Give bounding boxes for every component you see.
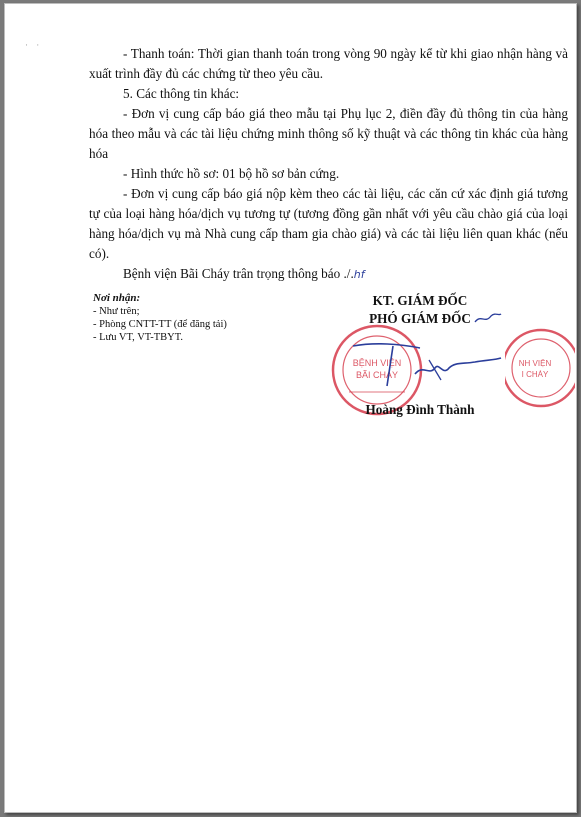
recipient-item: - Lưu VT, VT-TBYT. <box>93 332 183 343</box>
document-body <box>89 44 568 285</box>
signature-title: KT. GIÁM ĐỐC <box>372 293 468 308</box>
signature-subtitle: PHÓ GIÁM ĐỐC <box>369 311 471 326</box>
scan-marks: · · <box>25 40 43 50</box>
recipients-block <box>93 292 293 344</box>
closing-text: Bệnh viện Bãi Cháy trân trọng thông báo ./. <box>123 266 354 281</box>
title-initial-mark <box>473 310 503 326</box>
svg-text:NH VIỆN: NH VIỆN <box>518 359 552 368</box>
initials-mark: hf <box>353 268 365 281</box>
handwritten-signature <box>345 334 505 394</box>
document-page <box>4 3 577 813</box>
attachments-paragraph: - Đơn vị cung cấp báo giá nộp kèm theo các tài liệu, các căn cứ xác định giá tương tự của loại hàng hóa/dịch vụ tương tự (tương đồng gần nhất với yêu cầu chào giá của loại hàng hóa/dịch vụ mà Nhà cung cấp tham gia chào giá) và các tài liệu liên quan khác (nếu có). <box>89 186 568 261</box>
svg-text:BÃI CHÁY: BÃI CHÁY <box>355 370 399 380</box>
dossier-form-paragraph: - Hình thức hồ sơ: 01 bộ hồ sơ bản cứng. <box>123 166 340 181</box>
quote-form-paragraph: - Đơn vị cung cấp báo giá theo mẫu tại Phụ lục 2, điền đầy đủ thông tin của hàng hóa theo mẫu và các tài liệu chứng minh thông số kỹ thuật và các thông tin khác của hàng hóa <box>89 106 568 161</box>
svg-text:BỆNH VIỆN: BỆNH VIỆN <box>352 358 402 368</box>
hospital-stamp-right <box>505 320 575 416</box>
svg-text:I CHÁY: I CHÁY <box>521 370 549 379</box>
closing-line <box>89 264 568 285</box>
recipient-item: - Phòng CNTT-TT (để đăng tải) <box>93 319 227 330</box>
other-info-heading: 5. Các thông tin khác: <box>123 86 240 101</box>
signer-name: Hoàng Đình Thành <box>365 402 475 417</box>
payment-paragraph: - Thanh toán: Thời gian thanh toán trong vòng 90 ngày kể từ khi giao nhận hàng và xuất trình đầy đủ các chứng từ theo yêu cầu. <box>89 46 568 81</box>
recipient-item: - Như trên; <box>93 306 140 317</box>
recipients-heading: Nơi nhận: <box>93 292 141 304</box>
